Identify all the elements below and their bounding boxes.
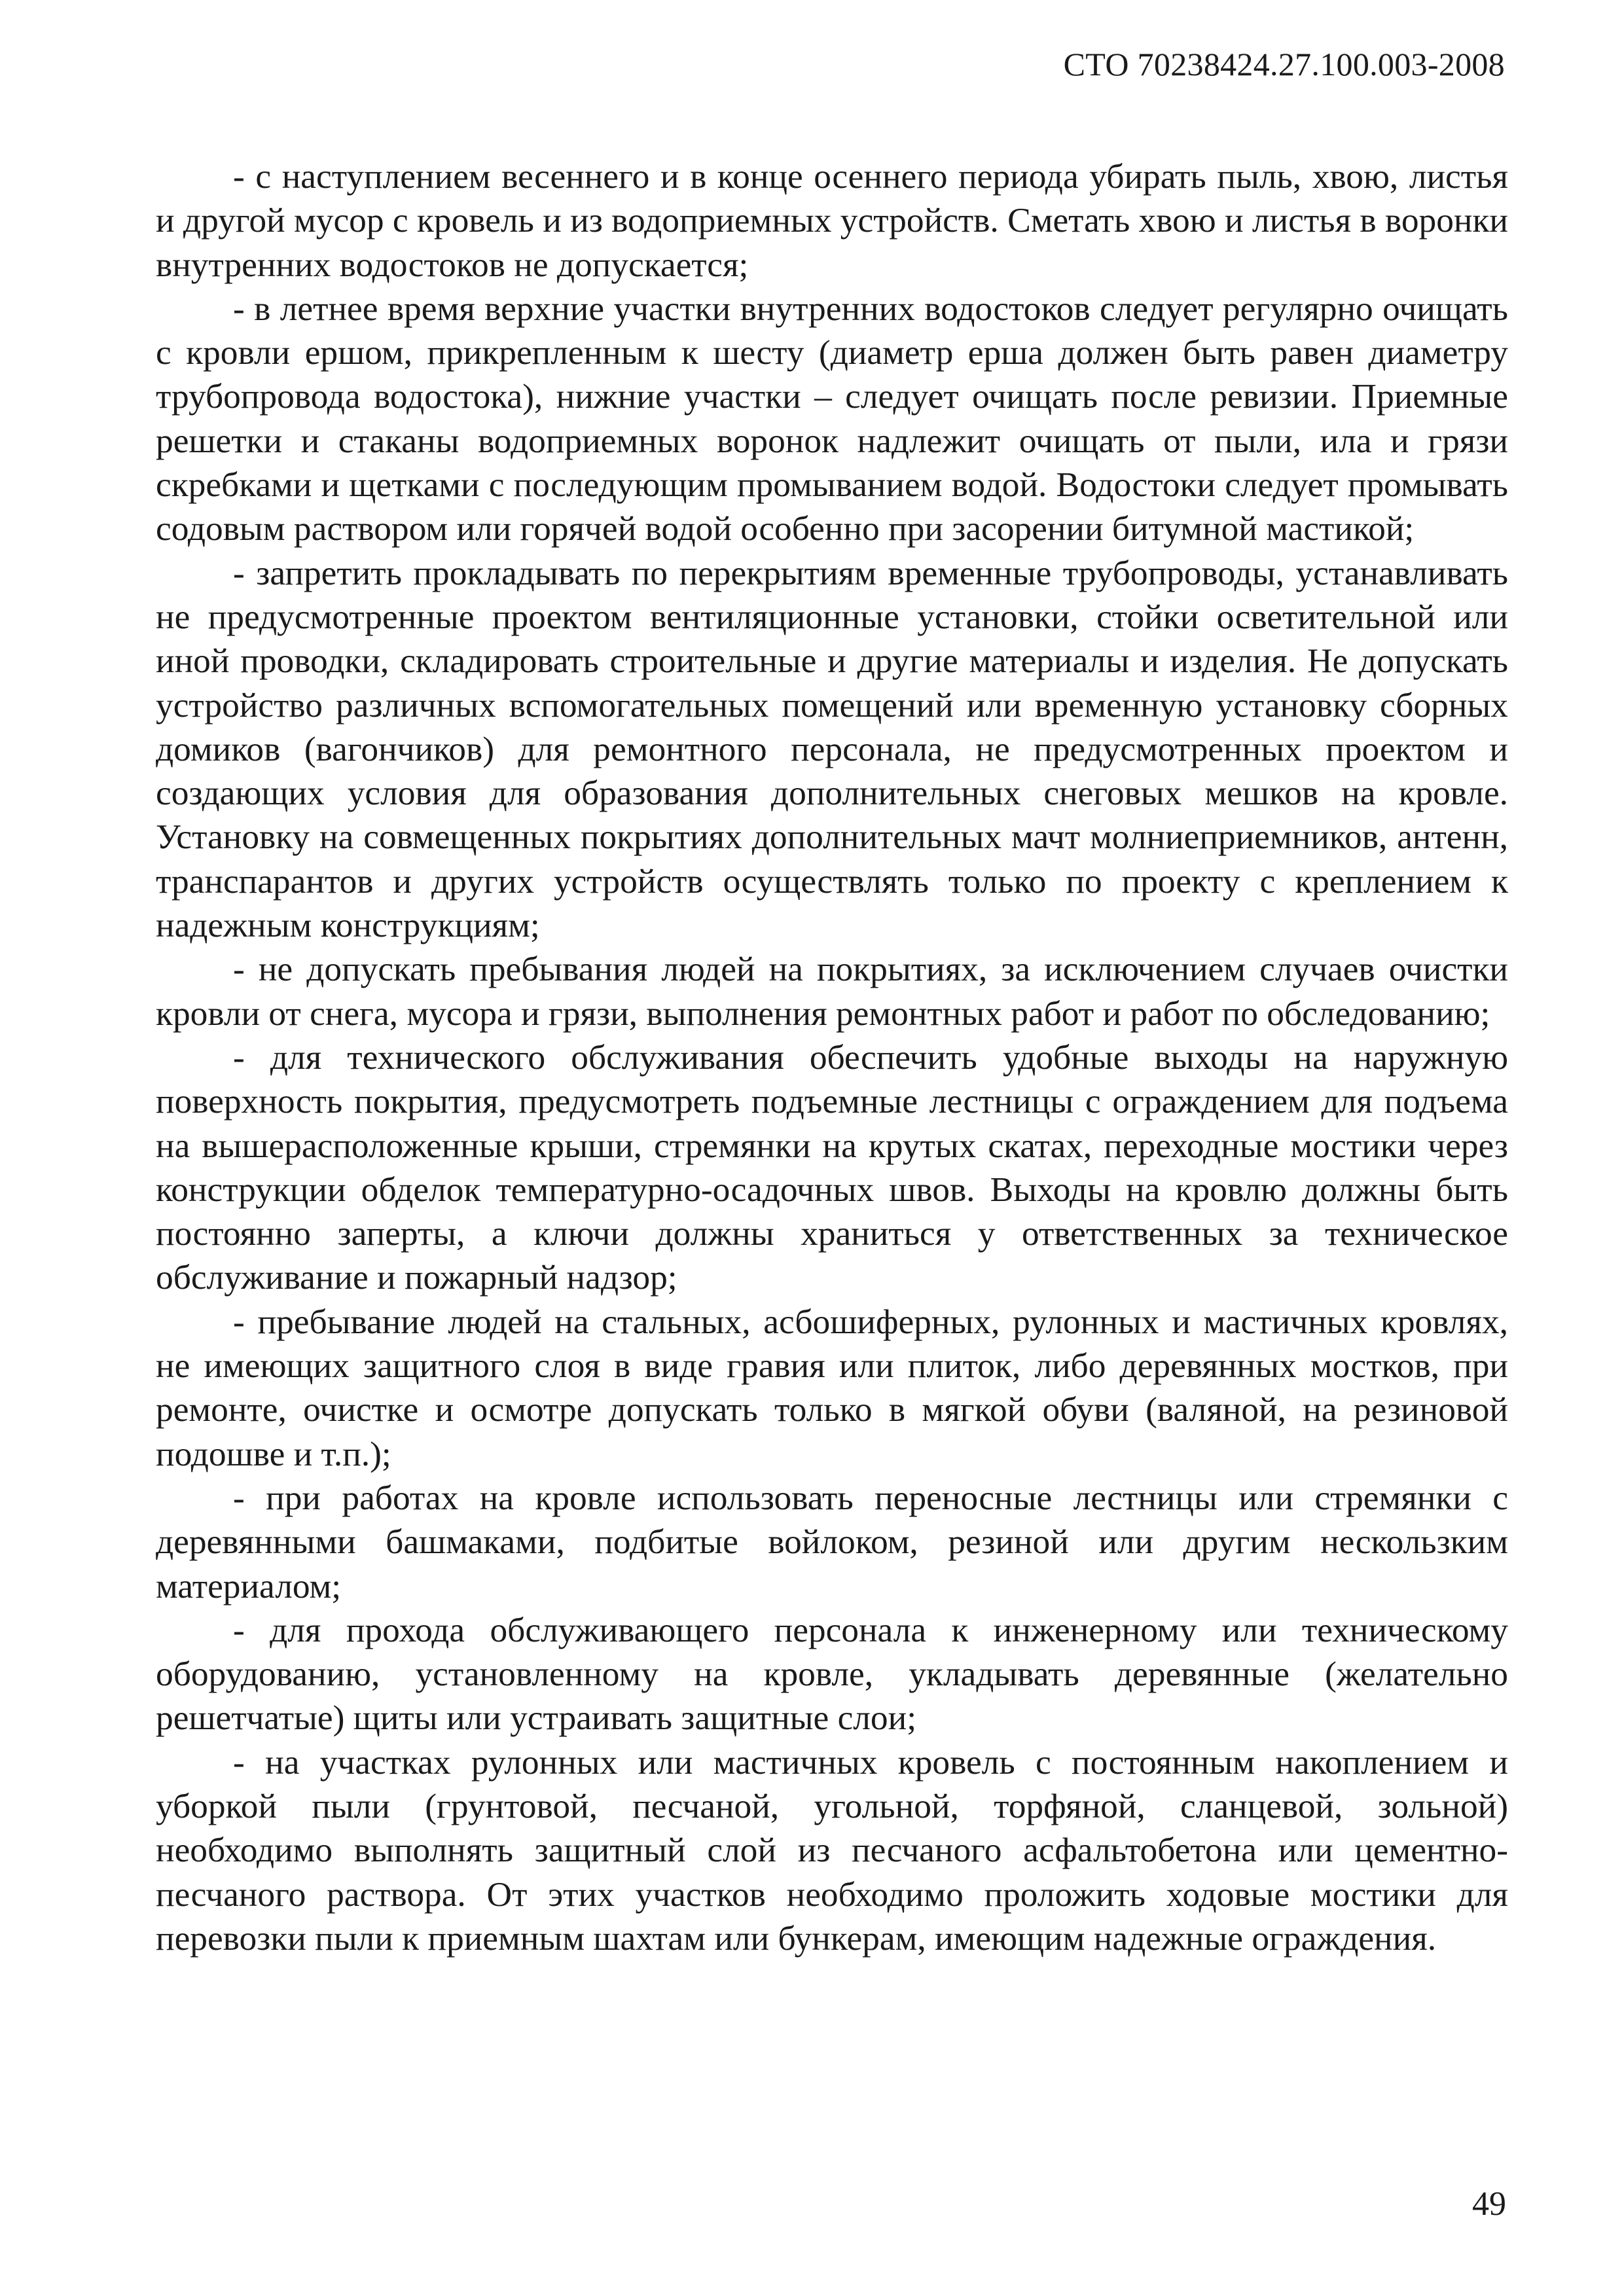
page-number: 49 bbox=[1472, 2185, 1506, 2223]
paragraph-spring-autumn-cleaning: - с наступлением весеннего и в конце осеннего периода убирать пыль, хвою, листья и другой мусор с кровель и из водоприемных устройств. Сметать хвою и листья в воронки внутренних водостоков не допускается; bbox=[156, 156, 1508, 284]
paragraph-people-on-roof: - не допускать пребывания людей на покрытиях, за исключением случаев очистки кровли от снега, мусора и грязи, выполнения ремонтных работ и работ по обследованию; bbox=[156, 949, 1508, 1033]
paragraph-roof-access: - для технического обслуживания обеспечить удобные выходы на наружную поверхность покрытия, предусмотреть подъемные лестницы с ограждением для подъема на вышерасположенные крыши, стремянки на крутых скатах, переходные мостики через конструкции обделок температурно-осадочных швов. Выходы на кровлю должны быть постоянно заперты, а ключи должны храниться у ответственных за техническое обслуживание и пожарный надзор; bbox=[156, 1037, 1508, 1297]
paragraph-portable-ladders: - при работах на кровле использовать переносные лестницы или стремянки с деревянными башмаками, подбитые войлоком, резиной или другим нескользким материалом; bbox=[156, 1477, 1508, 1605]
body-text bbox=[156, 154, 1508, 1960]
paragraph-walkway-boards: - для прохода обслуживающего персонала к инженерному или техническому оборудованию, установленному на кровле, укладывать деревянные (желательно решетчатые) щиты или устраивать защитные слои; bbox=[156, 1609, 1508, 1738]
paragraph-soft-footwear: - пребывание людей на стальных, асбошиферных, рулонных и мастичных кровлях, не имеющих защитного слоя в виде гравия или плиток, либо деревянных мостков, при ремонте, очистке и осмотре допускать только в мягкой обуви (валяной, на резиновой подошве и т.п.); bbox=[156, 1301, 1508, 1473]
paragraph-dust-protection-layer: - на участках рулонных или мастичных кровель с постоянным накоплением и уборкой пыли (грунтовой, песчаной, угольной, торфяной, сланцевой, зольной) необходимо выполнять защитный слой из песчаного асфальтобетона или цементно-песчаного раствора. От этих участков необходимо проложить ходовые мостики для перевозки пыли к приемным шахтам или бункерам, имеющим надежные ограждения. bbox=[156, 1742, 1508, 1958]
paragraph-prohibitions-on-roof: - запретить прокладывать по перекрытиям временные трубопроводы, устанавливать не предусмотренные проектом вентиляционные установки, стойки осветительной или иной проводки, складировать строительные и другие материалы и изделия. Не допускать устройство различных вспомогательных помещений или временную установку сборных домиков (вагончиков) для ремонтного персонала, не предусмотренных проектом и создающих условия для образования дополнительных снеговых мешков на кровле. Установку на совмещенных покрытиях дополнительных мачт молниеприемников, антенн, транспарантов и других устройств осуществлять только по проекту с креплением к надежным конструкциям; bbox=[156, 552, 1508, 945]
document-code-header: СТО 70238424.27.100.003-2008 bbox=[1063, 46, 1505, 82]
paragraph-summer-drain-cleaning: - в летнее время верхние участки внутренних водостоков следует регулярно очищать с кровли ершом, прикрепленным к шесту (диаметр ерша должен быть равен диаметру трубопровода водостока), нижние участки – следует очищать после ревизии. Приемные решетки и стаканы водоприемных воронок надлежит очищать от пыли, ила и грязи скребками и щетками с последующим промыванием водой. Водостоки следует промывать содовым раствором или горячей водой особенно при засорении битумной мастикой; bbox=[156, 288, 1508, 548]
